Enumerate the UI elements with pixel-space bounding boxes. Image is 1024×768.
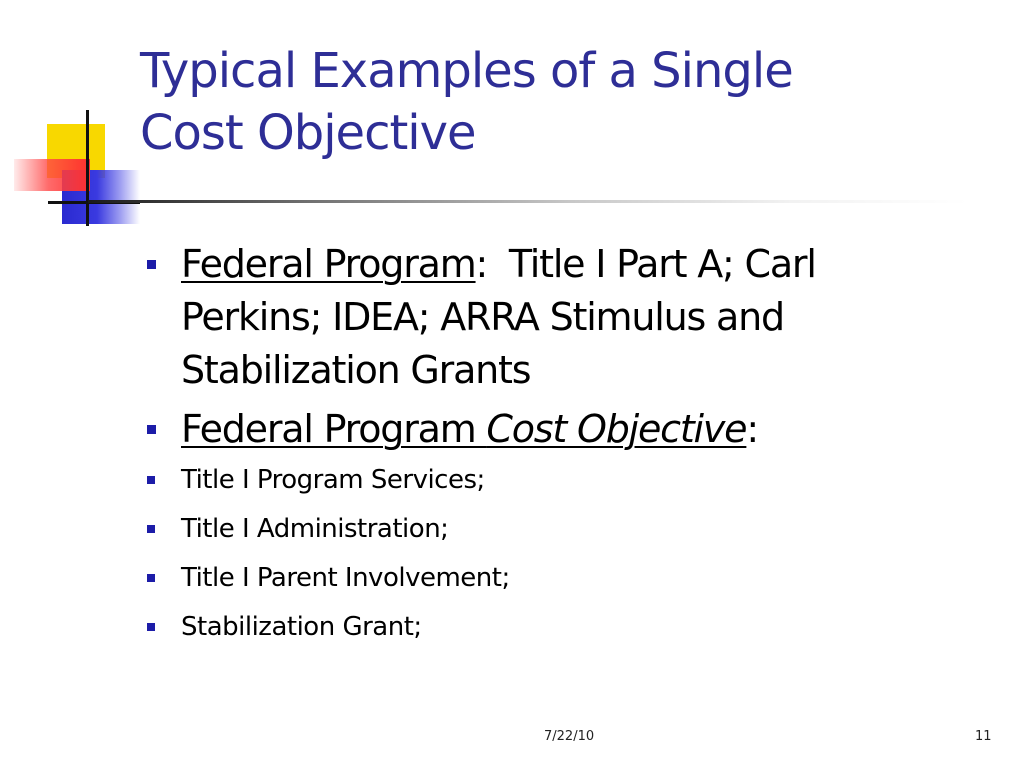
sub-bullet-text: Title I Program Services; [181,465,485,495]
sub-bullet-text: Title I Administration; [181,514,449,544]
sub-bullet-item [144,560,964,596]
square-bullet-icon [147,476,155,484]
slide-title [140,40,1000,164]
square-bullet-icon [147,525,155,533]
decorative-vertical-line [86,110,89,226]
title-underline-rule [88,200,968,203]
square-bullet-icon [147,574,155,582]
sub-bullet-text: Title I Parent Involvement; [181,563,510,593]
sub-bullet-item [144,511,964,547]
bullet-item-federal-program [144,238,964,397]
sub-bullet-text: Stabilization Grant; [181,612,422,642]
bullet-lead-italic-text: Cost Objective [486,407,747,451]
bullet-separator: : [746,407,758,451]
square-bullet-icon [147,623,155,631]
bullet-list [144,238,964,658]
sub-bullet-item [144,462,964,498]
bullet-separator: : [475,242,488,286]
square-bullet-icon [147,425,156,434]
decorative-red-bar [14,159,90,191]
footer-date: 7/22/10 [544,729,595,744]
slide-title-line-1: Typical Examples of a Single [140,43,793,99]
bullet-lead-text: Federal Program [181,407,487,451]
sub-bullet-item [144,609,964,645]
bullet-body-text: Title I Part A; Carl Perkins; IDEA; ARRA Stimulus and Stabilization Grants [181,242,827,392]
footer-page-number: 11 [975,729,992,744]
bullet-lead-underlined [181,407,746,451]
bullet-lead-text: Federal Program [181,242,476,286]
slide-title-line-2: Cost Objective [140,105,476,161]
bullet-item-federal-program-cost-objective [144,403,964,456]
square-bullet-icon [147,260,156,269]
